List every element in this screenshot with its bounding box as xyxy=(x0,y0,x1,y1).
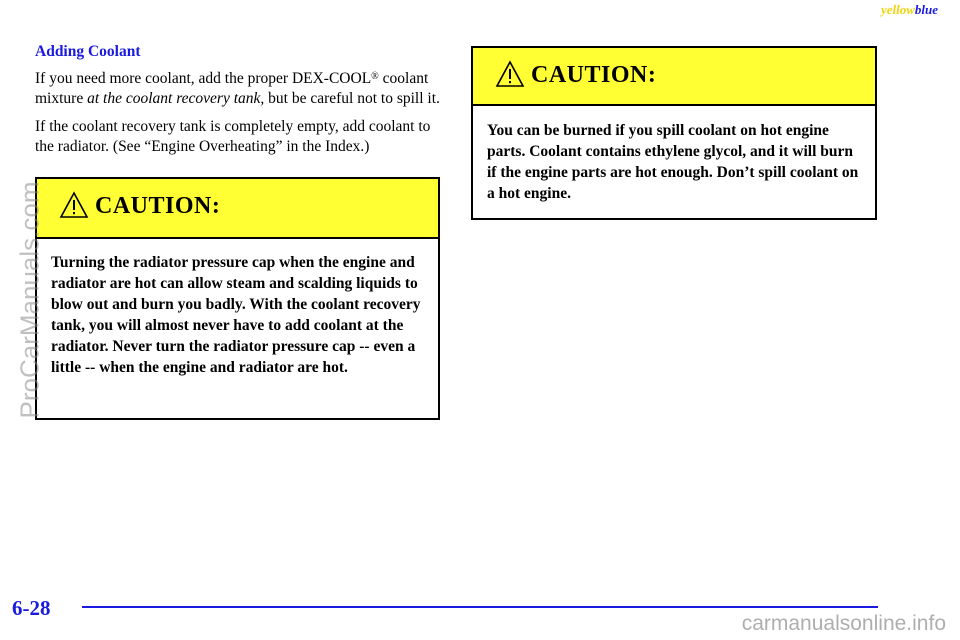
registered-mark: ® xyxy=(371,71,379,82)
page-number: 6-28 xyxy=(12,596,51,620)
paragraph-empty-tank: If the coolant recovery tank is completely empty, add coolant to the radiator. (See “Engine Overheating” in the Index.) xyxy=(35,118,431,155)
caution-title: CAUTION: xyxy=(95,193,221,219)
caution-title: CAUTION: xyxy=(531,62,657,88)
warning-triangle-icon xyxy=(495,60,525,88)
para-italic: at the coolant recovery tank, xyxy=(87,90,265,107)
caution-box-radiator-cap xyxy=(35,177,440,420)
para-text-3: but be careful not to spill it. xyxy=(264,90,440,107)
caution-box-hot-engine xyxy=(471,46,877,220)
caution-header xyxy=(37,179,438,239)
left-column xyxy=(35,42,440,420)
para-text-2: coolant mixture xyxy=(35,70,429,107)
color-tag xyxy=(881,2,938,18)
color-tag-yellow: yellow xyxy=(880,2,915,17)
watermark-bottom: carmanualsonline.info xyxy=(741,612,946,635)
footer-rule xyxy=(82,606,878,608)
paragraph-add-coolant xyxy=(35,69,440,109)
caution-body: Turning the radiator pressure cap when the engine and radiator are hot can allow steam and scalding liquids to blow out and burn you badly. With the coolant recovery tank, you will almost never have to add coolant at the radiator. Never turn the radiator pressure cap -- even a little -- when the engine and radiator are hot. xyxy=(51,254,421,376)
para-text-1: If you need more coolant, add the proper DEX-COOL xyxy=(35,70,372,87)
caution-header xyxy=(473,48,875,106)
warning-triangle-icon xyxy=(59,191,89,219)
caution-body: You can be burned if you spill coolant on hot engine parts. Coolant contains ethylene glycol, and it will burn if the engine parts are hot enough. Don’t spill coolant on a hot engine. xyxy=(487,122,859,202)
section-heading: Adding Coolant xyxy=(35,43,141,60)
right-column xyxy=(471,46,877,220)
watermark-left: ProCarManuals.com xyxy=(14,181,45,419)
color-tag-blue: blue xyxy=(914,2,938,17)
